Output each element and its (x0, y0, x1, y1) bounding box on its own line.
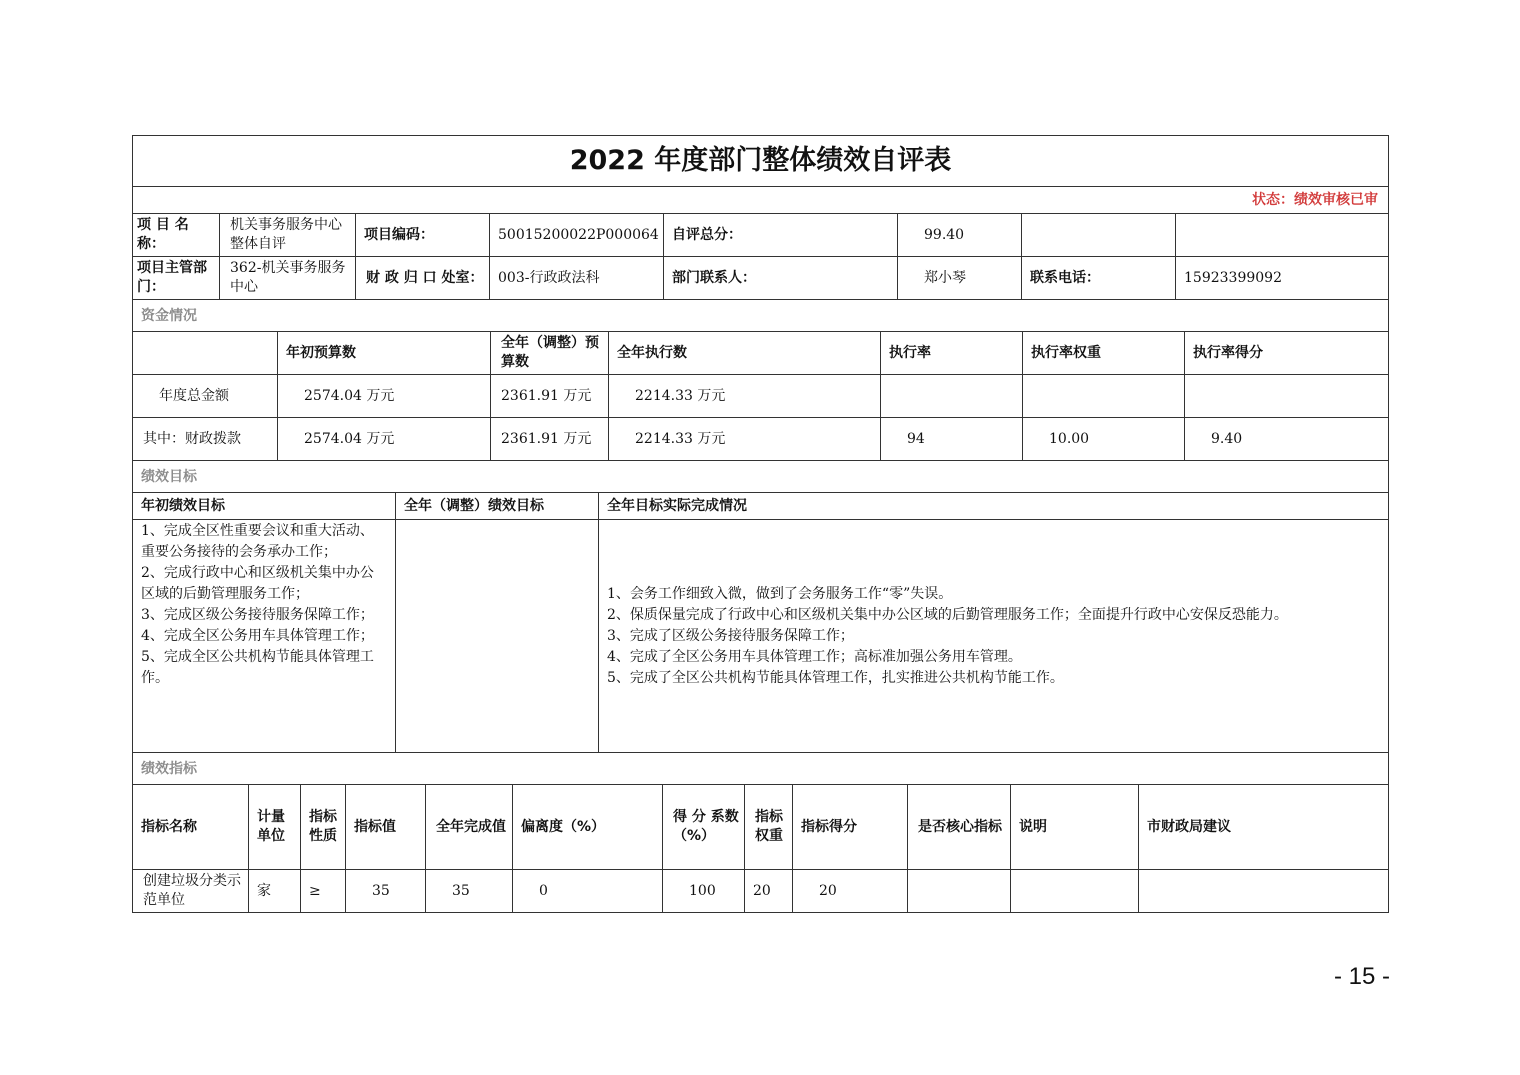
dept-value: 362-机关事务服务中心 (219, 257, 355, 299)
funds-section-title: 资金情况 (141, 307, 197, 324)
indicator-header: 指标权重 (744, 785, 792, 869)
funds-cell (1022, 375, 1184, 417)
funds-section-row (132, 300, 1389, 332)
indicator-header: 市财政局建议 (1138, 785, 1390, 869)
funds-cell (1184, 375, 1390, 417)
initial-goals-text: 1、完成全区性重要会议和重大活动、重要公务接待的会务承办工作； 2、完成行政中心和区级机关集中办公区域的后勤管理服务工作； 3、完成区级公务接待服务保障工作； 4、完成全区公务用车具体管理工作； 5、完成全区公共机构节能具体管理工作。 (141, 523, 374, 686)
funds-row (132, 375, 1389, 418)
funds-header: 全年执行数 (608, 332, 880, 374)
funds-header-row (132, 332, 1389, 375)
project-name-label: 项 目 名称： (137, 217, 189, 252)
funds-header: 执行率权重 (1022, 332, 1184, 374)
goals-section-title: 绩效目标 (141, 468, 197, 485)
phone-label: 联系电话： (1021, 257, 1175, 299)
evaluation-form (132, 135, 1389, 913)
funds-cell: 2574.04 万元 (277, 375, 490, 417)
indicator-cell (1138, 870, 1390, 912)
funds-cell (880, 375, 1022, 417)
indicator-cell (907, 870, 1010, 912)
title-row (132, 135, 1389, 187)
page-number: - 15 - (1333, 963, 1390, 990)
info-row-1 (132, 214, 1389, 257)
funds-row (132, 418, 1389, 461)
project-name-value: 机关事务服务中心整体自评 (219, 214, 355, 256)
adjusted-goals-text (395, 520, 598, 752)
indicator-row (132, 870, 1389, 913)
funds-cell: 其中：财政拨款 (143, 430, 241, 447)
contact-label: 部门联系人： (663, 257, 897, 299)
funds-header: 执行率 (880, 332, 1022, 374)
actual-completion-text: 1、会务工作细致入微，做到了会务服务工作“零”失误。 2、保质保量完成了行政中心和区级机关集中办公区域的后勤管理服务工作；全面提升行政中心安保反恐能力。 3、完成了区级公务接待服务保障工作； 4、完成了全区公务用车具体管理工作；高标准加强公务用车管理。 5、完成了全区公共机构节能具体管理工作，扎实推进公共机构节能工作。 (598, 520, 1390, 752)
info-empty-1 (1021, 214, 1175, 256)
funds-cell: 2361.91 万元 (490, 375, 608, 417)
indicator-header: 指标值 (345, 785, 425, 869)
info-empty-2 (1175, 214, 1390, 256)
indicator-header: 得 分 系数（%） (662, 785, 744, 869)
funds-cell: 年度总金额 (159, 388, 229, 404)
status-row (132, 187, 1389, 214)
funds-cell: 9.40 (1184, 418, 1390, 460)
indicator-cell: ≥ (300, 870, 345, 912)
indicator-header: 指标名称 (141, 819, 197, 835)
goals-header-row (132, 493, 1389, 520)
funds-header: 年初预算数 (277, 332, 490, 374)
indicator-cell: 20 (792, 870, 907, 912)
contact-value: 郑小琴 (897, 257, 1021, 299)
project-code-value: 50015200022P000064 (489, 214, 663, 256)
total-score-value: 99.40 (897, 214, 1021, 256)
funds-header (133, 332, 277, 374)
indicator-header: 指标性质 (300, 785, 345, 869)
indicator-header: 偏离度（%） (512, 785, 662, 869)
info-row-2 (132, 257, 1389, 300)
indicator-cell: 20 (744, 870, 792, 912)
indicator-cell: 35 (345, 870, 425, 912)
indicators-section-row (132, 753, 1389, 785)
indicator-cell: 35 (425, 870, 512, 912)
funds-cell: 2214.33 万元 (608, 375, 880, 417)
goals-section-row (132, 461, 1389, 493)
status-text: 状态：绩效审核已审 (1252, 192, 1378, 208)
finance-value: 003-行政政法科 (489, 257, 663, 299)
goals-header: 全年目标实际完成情况 (598, 493, 1390, 519)
funds-cell: 2361.91 万元 (490, 418, 608, 460)
funds-cell: 94 (880, 418, 1022, 460)
goals-header: 全年（调整）绩效目标 (395, 493, 598, 519)
indicator-header: 是否核心指标 (907, 785, 1010, 869)
funds-cell: 2574.04 万元 (277, 418, 490, 460)
total-score-label: 自评总分： (663, 214, 897, 256)
project-code-label: 项目编码： (355, 214, 489, 256)
goals-header: 年初绩效目标 (141, 498, 225, 514)
dept-label: 项目主管部门： (137, 260, 207, 295)
funds-cell: 2214.33 万元 (608, 418, 880, 460)
indicator-header: 说明 (1010, 785, 1138, 869)
indicators-header-row (132, 785, 1389, 870)
indicator-cell: 0 (512, 870, 662, 912)
funds-header: 执行率得分 (1184, 332, 1390, 374)
goals-content-row (132, 520, 1389, 753)
indicator-header: 全年完成值 (425, 785, 512, 869)
finance-label: 财 政 归 口 处室： (355, 257, 489, 299)
indicator-cell: 创建垃圾分类示范单位 (143, 873, 241, 908)
indicators-section-title: 绩效指标 (141, 760, 197, 777)
funds-header: 全年（调整）预算数 (490, 332, 608, 374)
indicator-cell: 家 (248, 870, 300, 912)
indicator-header: 指标得分 (792, 785, 907, 869)
indicator-cell: 100 (662, 870, 744, 912)
indicator-cell (1010, 870, 1138, 912)
page-title: 2022 年度部门整体绩效自评表 (569, 145, 952, 176)
funds-cell: 10.00 (1022, 418, 1184, 460)
phone-value: 15923399092 (1175, 257, 1390, 299)
indicator-header: 计量单位 (248, 785, 300, 869)
